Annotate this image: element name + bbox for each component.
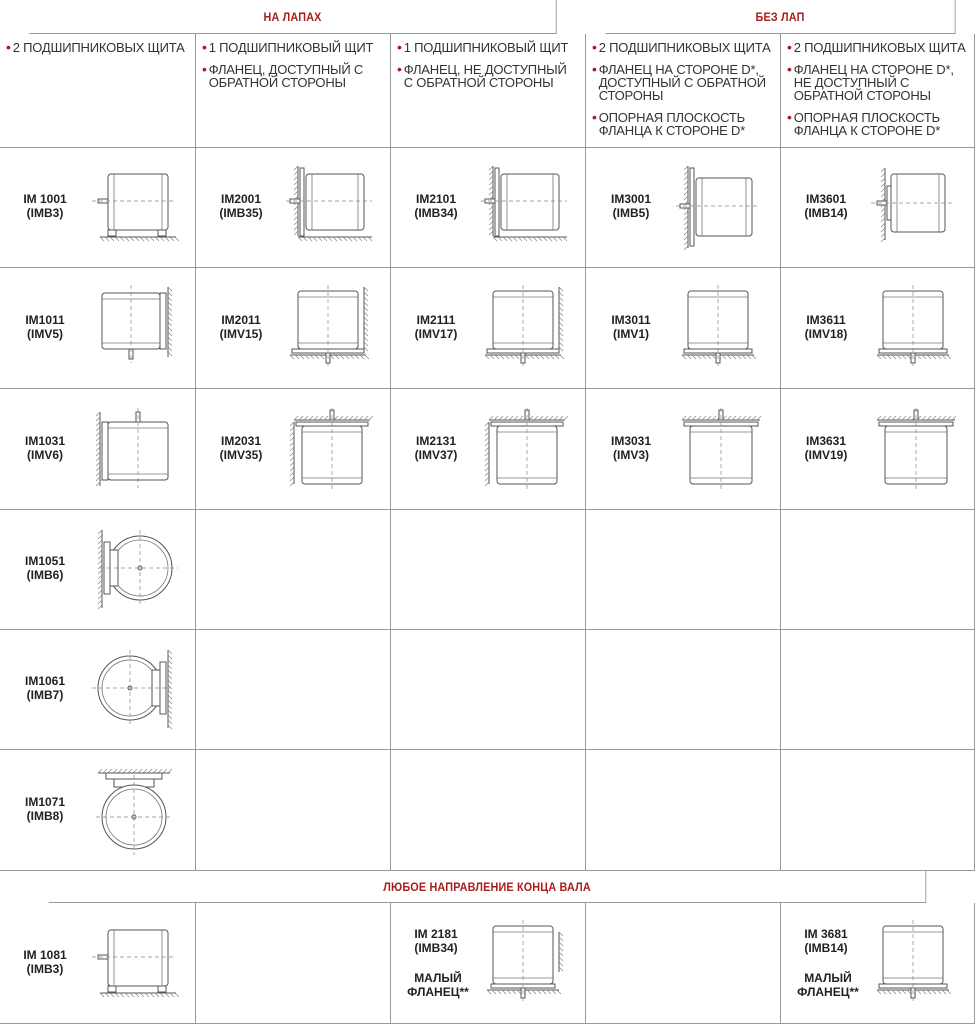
mounting-code — [401, 192, 471, 220]
im-code: IM3011 — [611, 313, 651, 327]
motor-diagram — [877, 166, 961, 252]
mounting-code — [10, 795, 80, 823]
im-code: IM1051 — [24, 554, 66, 568]
im-code: IM 3681 — [804, 927, 848, 941]
mounting-code — [401, 927, 471, 955]
imb-code: (IMV37) — [414, 448, 458, 462]
bullet-icon: • — [592, 109, 597, 125]
mounting-cell — [586, 389, 781, 510]
imb-code: (IMV19) — [804, 448, 848, 462]
mounting-cell — [781, 630, 975, 750]
im-code: IM1031 — [24, 434, 66, 448]
bullet-icon: • — [787, 61, 792, 77]
mounting-cell — [586, 268, 781, 389]
desc-col-5 — [781, 34, 975, 148]
mounting-code — [596, 192, 666, 220]
imb-code: (IMB7) — [26, 688, 64, 702]
mounting-cell — [391, 750, 586, 871]
imb-code: (IMV35) — [219, 448, 263, 462]
mounting-cell — [391, 510, 586, 630]
header-any-direction-label: ЛЮБОЕ НАПРАВЛЕНИЕ КОНЦА ВАЛА — [383, 879, 591, 894]
mounting-code — [596, 313, 666, 341]
motor-diagram — [96, 769, 180, 855]
mounting-cell-bottom — [0, 903, 196, 1024]
mounting-cell — [781, 389, 975, 510]
motor-diagram — [487, 408, 571, 494]
im-code: IM 2181 — [414, 927, 458, 941]
im-code: IM3601 — [805, 192, 847, 206]
small-flange-note: МАЛЫЙ ФЛАНЕЦ** — [797, 971, 859, 999]
motor-diagram — [96, 166, 180, 252]
desc-item — [787, 111, 968, 137]
desc-item — [592, 63, 774, 102]
bullet-icon: • — [397, 39, 402, 55]
desc-item — [397, 41, 579, 54]
desc-item — [787, 63, 968, 102]
motor-diagram — [877, 408, 961, 494]
imb-code: (IMV18) — [804, 327, 848, 341]
mounting-cell-bottom — [781, 903, 975, 1024]
motor-diagram — [292, 408, 376, 494]
desc-item — [787, 41, 968, 54]
motor-diagram — [487, 922, 571, 1008]
motor-diagram — [487, 287, 571, 373]
imb-code: (IMV5) — [27, 327, 63, 341]
imb-code: (IMB35) — [219, 206, 263, 220]
mounting-cell — [586, 510, 781, 630]
mounting-code — [10, 434, 80, 462]
mounting-code — [10, 313, 80, 341]
motor-diagram — [877, 922, 961, 1008]
motor-diagram — [96, 528, 180, 614]
bullet-icon: • — [787, 39, 792, 55]
mounting-cell — [196, 389, 391, 510]
mounting-code — [596, 434, 666, 462]
motor-diagram — [96, 287, 180, 373]
mounting-code — [791, 192, 861, 220]
mounting-code — [206, 192, 276, 220]
mounting-cell — [196, 630, 391, 750]
im-code: IM3031 — [610, 434, 652, 448]
desc-text: ФЛАНЕЦ, ДОСТУПНЫЙ С ОБРАТНОЙ СТОРОНЫ — [208, 62, 364, 90]
mounting-cell — [0, 389, 196, 510]
desc-item — [202, 63, 384, 89]
mounting-cell-bottom — [391, 903, 586, 1024]
desc-col-2 — [196, 34, 391, 148]
mounting-cell — [781, 750, 975, 871]
im-code: IM2111 — [416, 313, 456, 327]
bullet-icon: • — [6, 39, 11, 55]
motor-diagram — [682, 408, 766, 494]
mounting-cell — [391, 148, 586, 268]
desc-text: ОПОРНАЯ ПЛОСКОСТЬ ФЛАНЦА К СТОРОНЕ D* — [793, 110, 941, 138]
im-code: IM1071 — [24, 795, 66, 809]
im-code: IM1061 — [24, 674, 66, 688]
im-code: IM2031 — [220, 434, 262, 448]
desc-item — [592, 41, 774, 54]
motor-diagram — [292, 287, 376, 373]
imb-code: (IMV15) — [219, 327, 263, 341]
mounting-code — [206, 434, 276, 462]
mounting-cell — [391, 268, 586, 389]
mounting-cell — [781, 268, 975, 389]
desc-text: 1 ПОДШИПНИКОВЫЙ ЩИТ — [208, 40, 374, 55]
imb-code: (IMB3) — [26, 962, 64, 976]
bullet-icon: • — [787, 109, 792, 125]
imb-code: (IMB34) — [414, 206, 458, 220]
imb-code: (IMB14) — [804, 941, 848, 955]
desc-item — [397, 63, 579, 89]
bullet-icon: • — [592, 39, 597, 55]
mounting-cell — [0, 750, 196, 871]
header-without-feet — [605, 0, 955, 34]
header-any-direction — [49, 871, 927, 903]
im-code: IM1011 — [25, 313, 65, 327]
im-code: IM3631 — [805, 434, 847, 448]
imb-code: (IMB3) — [26, 206, 64, 220]
mounting-code — [10, 674, 80, 702]
motor-diagram — [682, 287, 766, 373]
im-code: IM 1001 — [23, 192, 67, 206]
mounting-cell-bottom — [196, 903, 391, 1024]
im-code: IM2001 — [220, 192, 262, 206]
im-code: IM2011 — [221, 313, 261, 327]
desc-text: ФЛАНЕЦ НА СТОРОНЕ D*, НЕ ДОСТУПНЫЙ С ОБРАТНОЙ СТОРОНЫ — [793, 62, 954, 103]
motor-diagram — [292, 166, 376, 252]
motor-diagram — [682, 166, 766, 252]
imb-code: (IMV3) — [613, 448, 649, 462]
motor-diagram — [96, 408, 180, 494]
mounting-cell — [781, 510, 975, 630]
mounting-cell — [196, 510, 391, 630]
bullet-icon: • — [592, 61, 597, 77]
im-code: IM2131 — [415, 434, 457, 448]
mounting-code — [401, 434, 471, 462]
desc-text: 1 ПОДШИПНИКОВЫЙ ЩИТ — [403, 40, 569, 55]
imb-code: (IMB34) — [414, 941, 458, 955]
motor-diagram — [487, 166, 571, 252]
mounting-cell — [586, 750, 781, 871]
imb-code: (IMV6) — [27, 448, 63, 462]
mounting-cell-bottom — [586, 903, 781, 1024]
desc-text: ОПОРНАЯ ПЛОСКОСТЬ ФЛАНЦА К СТОРОНЕ D* — [598, 110, 746, 138]
im-code: IM2101 — [415, 192, 457, 206]
mounting-cell — [196, 750, 391, 871]
header-with-feet — [29, 0, 556, 34]
imb-code: (IMB14) — [804, 206, 848, 220]
mounting-code — [10, 192, 80, 220]
imb-code: (IMB8) — [26, 809, 64, 823]
header-with-feet-label: НА ЛАПАХ — [263, 9, 322, 24]
mounting-cell — [391, 389, 586, 510]
desc-col-1 — [0, 34, 196, 148]
im-code: IM3001 — [610, 192, 652, 206]
mounting-cell — [0, 268, 196, 389]
mounting-cell — [0, 148, 196, 268]
imb-code: (IMB6) — [26, 568, 64, 582]
mounting-cell — [586, 148, 781, 268]
mounting-code — [10, 948, 80, 976]
header-without-feet-label: БЕЗ ЛАП — [755, 9, 805, 24]
imb-code: (IMV1) — [613, 327, 649, 341]
desc-item — [6, 41, 189, 54]
small-flange-note: МАЛЫЙ ФЛАНЕЦ** — [407, 971, 469, 999]
desc-text: 2 ПОДШИПНИКОВЫХ ЩИТА — [12, 40, 185, 55]
mounting-cell — [0, 510, 196, 630]
mounting-cell — [586, 630, 781, 750]
desc-text: ФЛАНЕЦ НА СТОРОНЕ D*, ДОСТУПНЫЙ С ОБРАТНОЙ СТОРОНЫ — [598, 62, 766, 103]
mounting-cell — [0, 630, 196, 750]
mounting-code — [791, 434, 861, 462]
mounting-code — [791, 927, 861, 955]
mounting-code — [10, 554, 80, 582]
imb-code: (IMV17) — [414, 327, 458, 341]
motor-diagram — [877, 287, 961, 373]
mounting-code — [401, 313, 471, 341]
bullet-icon: • — [397, 61, 402, 77]
imb-code: (IMB5) — [612, 206, 650, 220]
bullet-icon: • — [202, 61, 207, 77]
mounting-cell — [196, 268, 391, 389]
motor-diagram — [96, 648, 180, 734]
mounting-cell — [196, 148, 391, 268]
im-code: IM3611 — [806, 313, 846, 327]
mounting-code — [791, 313, 861, 341]
desc-text: 2 ПОДШИПНИКОВЫХ ЩИТА — [793, 40, 966, 55]
mounting-cell — [391, 630, 586, 750]
im-code: IM 1081 — [23, 948, 67, 962]
bullet-icon: • — [202, 39, 207, 55]
desc-col-4 — [586, 34, 781, 148]
motor-diagram — [96, 922, 180, 1008]
desc-item — [202, 41, 384, 54]
desc-text: ФЛАНЕЦ, НЕ ДОСТУПНЫЙ С ОБРАТНОЙ СТОРОНЫ — [403, 62, 567, 90]
desc-col-3 — [391, 34, 586, 148]
desc-item — [592, 111, 774, 137]
mounting-code — [206, 313, 276, 341]
mounting-cell — [781, 148, 975, 268]
desc-text: 2 ПОДШИПНИКОВЫХ ЩИТА — [598, 40, 771, 55]
